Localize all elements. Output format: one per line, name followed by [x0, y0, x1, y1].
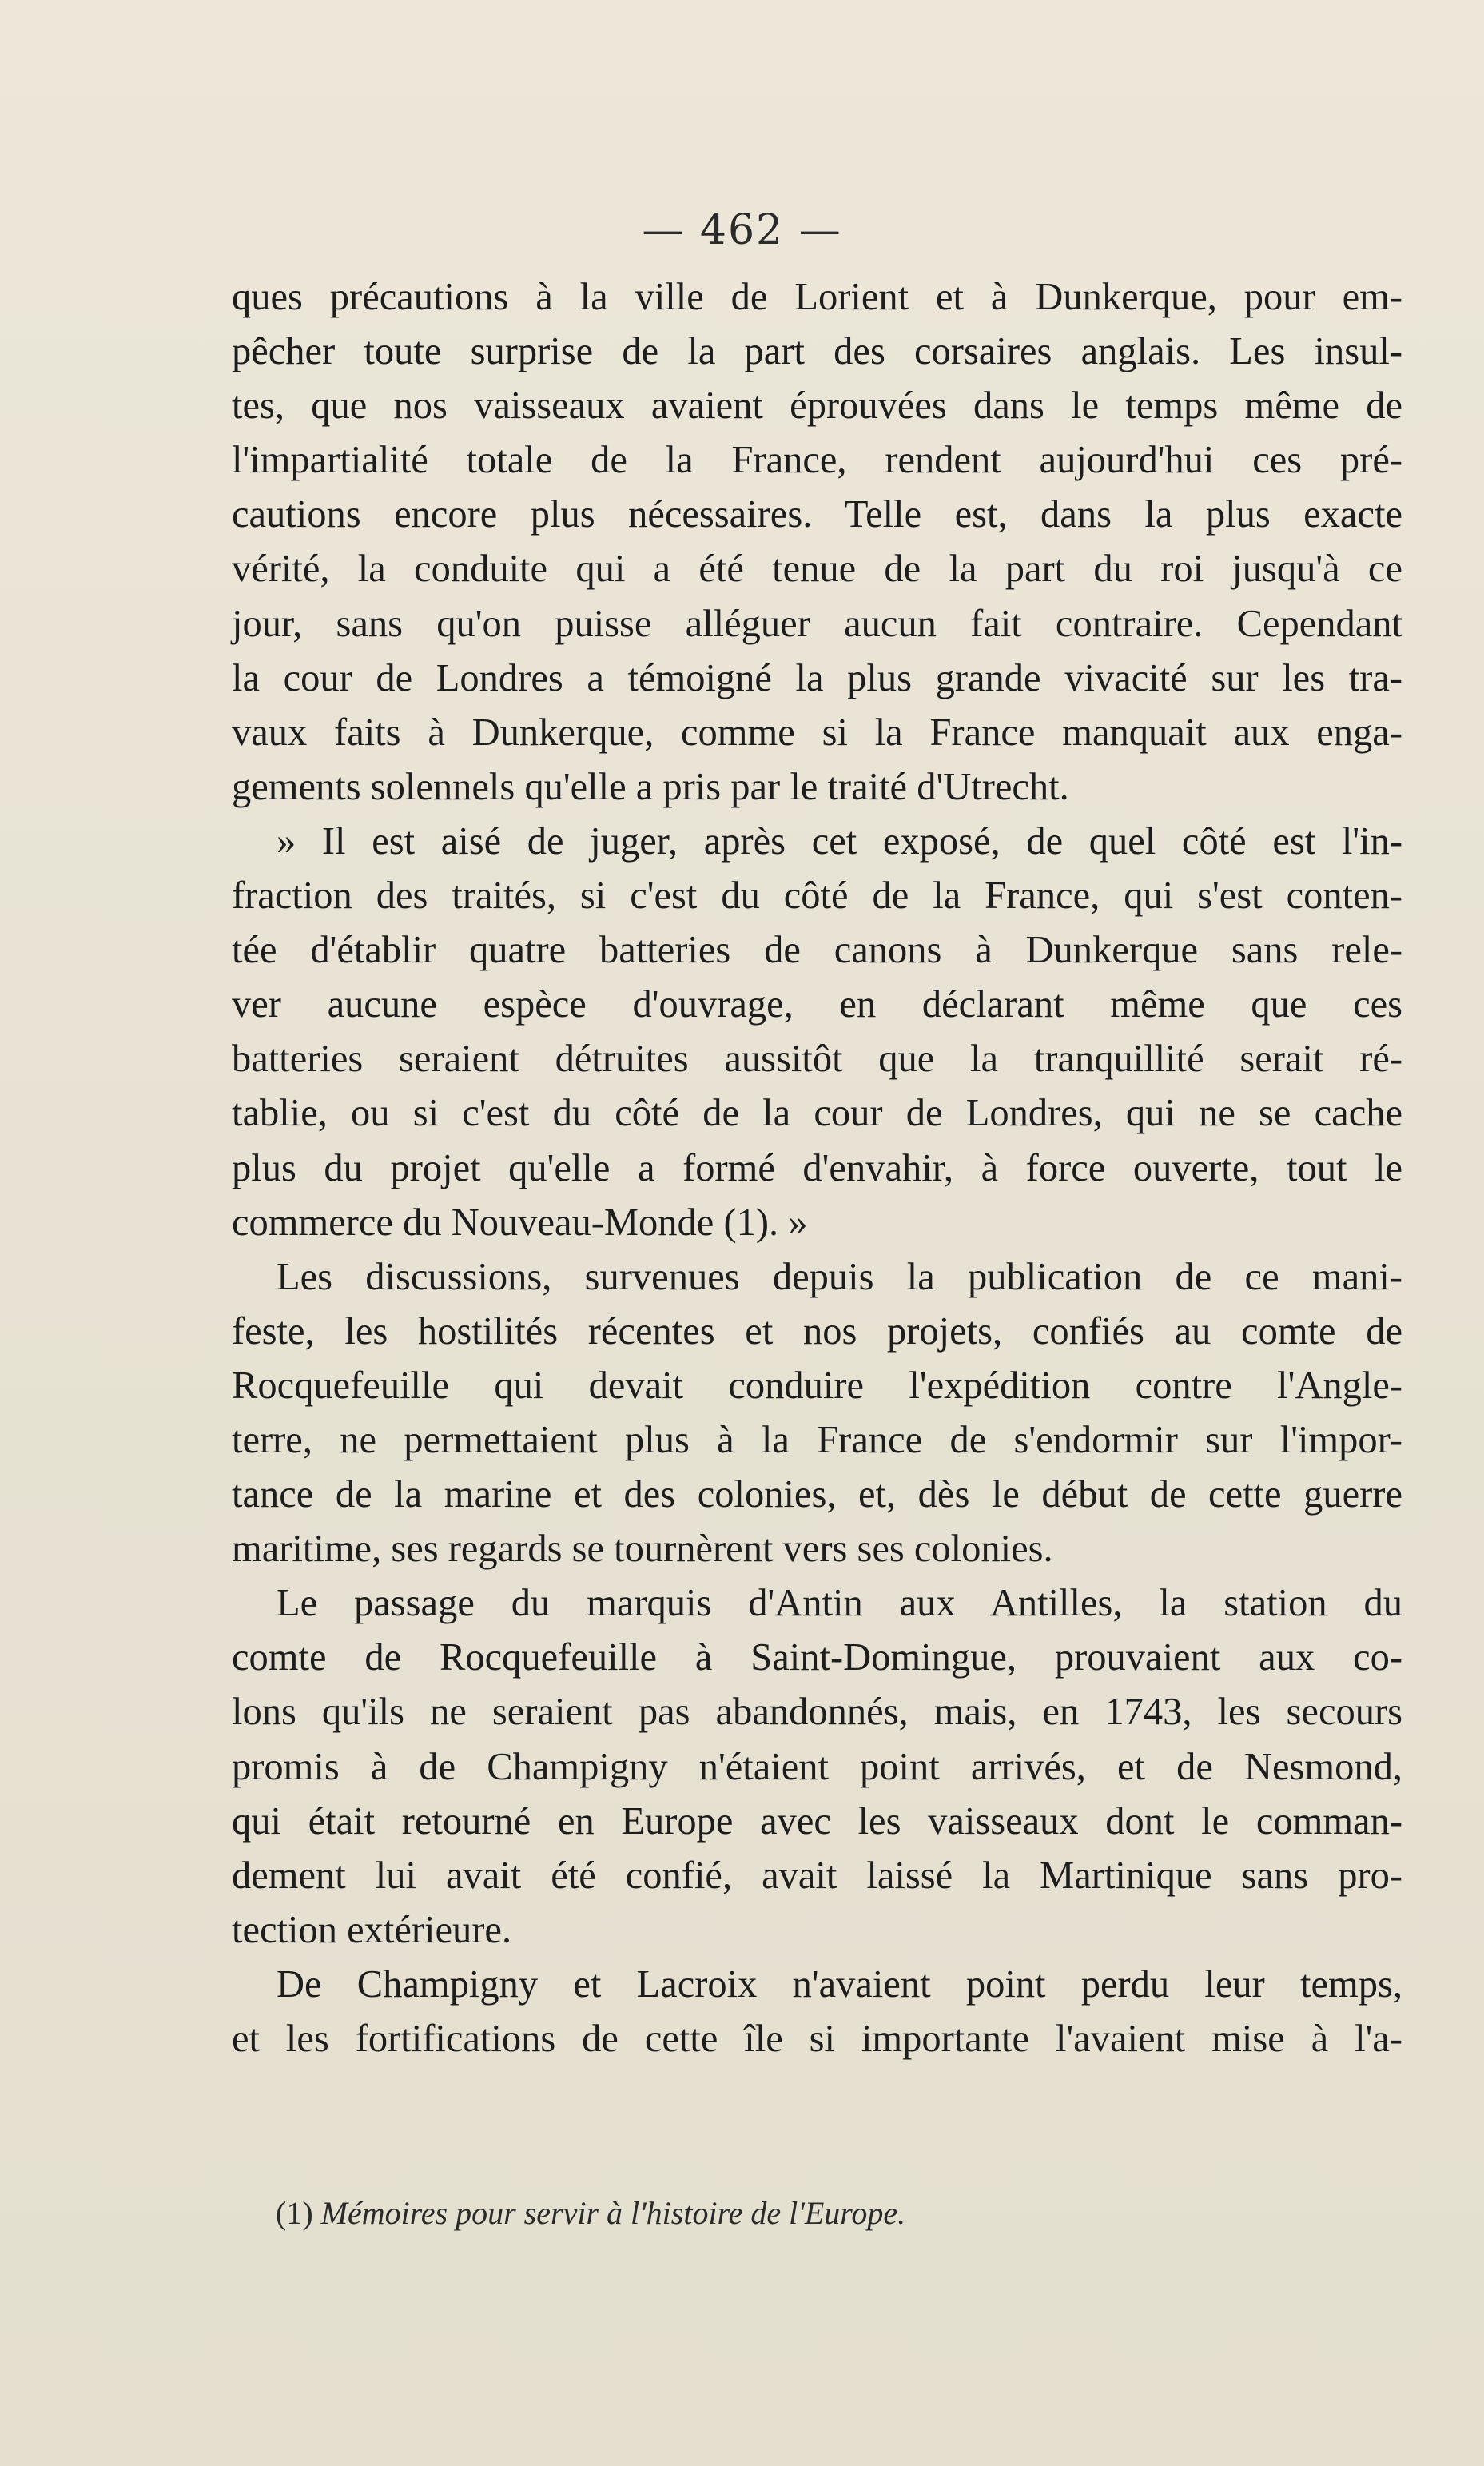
footnote-ref: (1) — [276, 2195, 313, 2231]
text-line: maritime, ses regards se tournèrent vers ses colonies. — [232, 1528, 1053, 1571]
footnote — [276, 2194, 905, 2232]
text-line: Les discussions, survenues depuis la publication de ce mani- — [277, 1255, 1402, 1298]
paragraph — [232, 1576, 1402, 1958]
text-line: qui était retourné en Europe avec les vaisseaux dont le comman- — [232, 1799, 1402, 1843]
text-line: batteries seraient détruites aussitôt que la tranquillité serait ré- — [232, 1038, 1402, 1081]
text-line: promis à de Champigny n'étaient point arrivés, et de Nesmond, — [232, 1745, 1402, 1788]
paragraph — [232, 270, 1402, 815]
text-line: vérité, la conduite qui a été tenue de la part du roi jusqu'à ce — [232, 548, 1402, 591]
text-line: commerce du Nouveau-Monde (1). » — [232, 1201, 808, 1244]
text-line: tection extérieure. — [232, 1908, 512, 1951]
text-line: cautions encore plus nécessaires. Telle est, dans la plus exacte — [232, 493, 1402, 536]
text-line: pêcher toute surprise de la part des corsaires anglais. Les insul- — [232, 330, 1402, 373]
text-line: comte de Rocquefeuille à Saint-Domingue, prouvaient aux co- — [232, 1636, 1402, 1679]
body-text — [232, 270, 1402, 2066]
text-line: Le passage du marquis d'Antin aux Antilles, la station du — [277, 1582, 1402, 1625]
text-line: lons qu'ils ne seraient pas abandonnés, mais, en 1743, les secours — [232, 1691, 1402, 1734]
text-line: De Champigny et Lacroix n'avaient point perdu leur temps, — [277, 1962, 1402, 2006]
text-line: feste, les hostilités récentes et nos projets, confiés au comte de — [232, 1309, 1402, 1353]
paragraph — [232, 1958, 1402, 2066]
text-line: ques précautions à la ville de Lorient et à Dunkerque, pour em- — [232, 276, 1402, 318]
text-line: fraction des traités, si c'est du côté de la France, qui s'est conten- — [232, 874, 1402, 918]
page-number: — 462 — — [642, 206, 842, 254]
text-line: l'impartialité totale de la France, rendent aujourd'hui ces pré- — [232, 439, 1402, 482]
text-line: vaux faits à Dunkerque, comme si la France manquait aux enga- — [232, 711, 1402, 754]
text-line: tée d'établir quatre batteries de canons à Dunkerque sans rele- — [232, 929, 1402, 972]
text-line: jour, sans qu'on puisse alléguer aucun fait contraire. Cependant — [232, 602, 1402, 645]
text-line: terre, ne permettaient plus à la France de s'endormir sur l'impor- — [232, 1418, 1402, 1461]
text-line: tance de la marine et des colonies, et, dès le début de cette guerre — [232, 1473, 1402, 1516]
text-line: gements solennels qu'elle a pris par le traité d'Utrecht. — [232, 765, 1069, 808]
text-line: dement lui avait été confié, avait laissé la Martinique sans pro- — [232, 1854, 1402, 1897]
text-line: tes, que nos vaisseaux avaient éprouvées dans le temps même de — [232, 384, 1402, 428]
paragraph — [232, 1250, 1402, 1577]
footnote-title: Mémoires pour servir à l'histoire de l'Europe. — [320, 2195, 906, 2231]
text-line: Rocquefeuille qui devait conduire l'expédition contre l'Angle- — [232, 1364, 1402, 1407]
text-line: plus du projet qu'elle a formé d'envahir, à force ouverte, tout le — [232, 1146, 1402, 1189]
text-line: tablie, ou si c'est du côté de la cour de Londres, qui ne se cache — [232, 1092, 1402, 1135]
text-line: » Il est aisé de juger, après cet exposé, de quel côté est l'in- — [277, 819, 1402, 863]
text-line: ver aucune espèce d'ouvrage, en déclarant même que ces — [232, 983, 1402, 1026]
text-line: la cour de Londres a témoigné la plus grande vivacité sur les tra- — [232, 656, 1402, 699]
paragraph — [232, 815, 1402, 1250]
text-line: et les fortifications de cette île si importante l'avaient mise à l'a- — [232, 2018, 1402, 2060]
